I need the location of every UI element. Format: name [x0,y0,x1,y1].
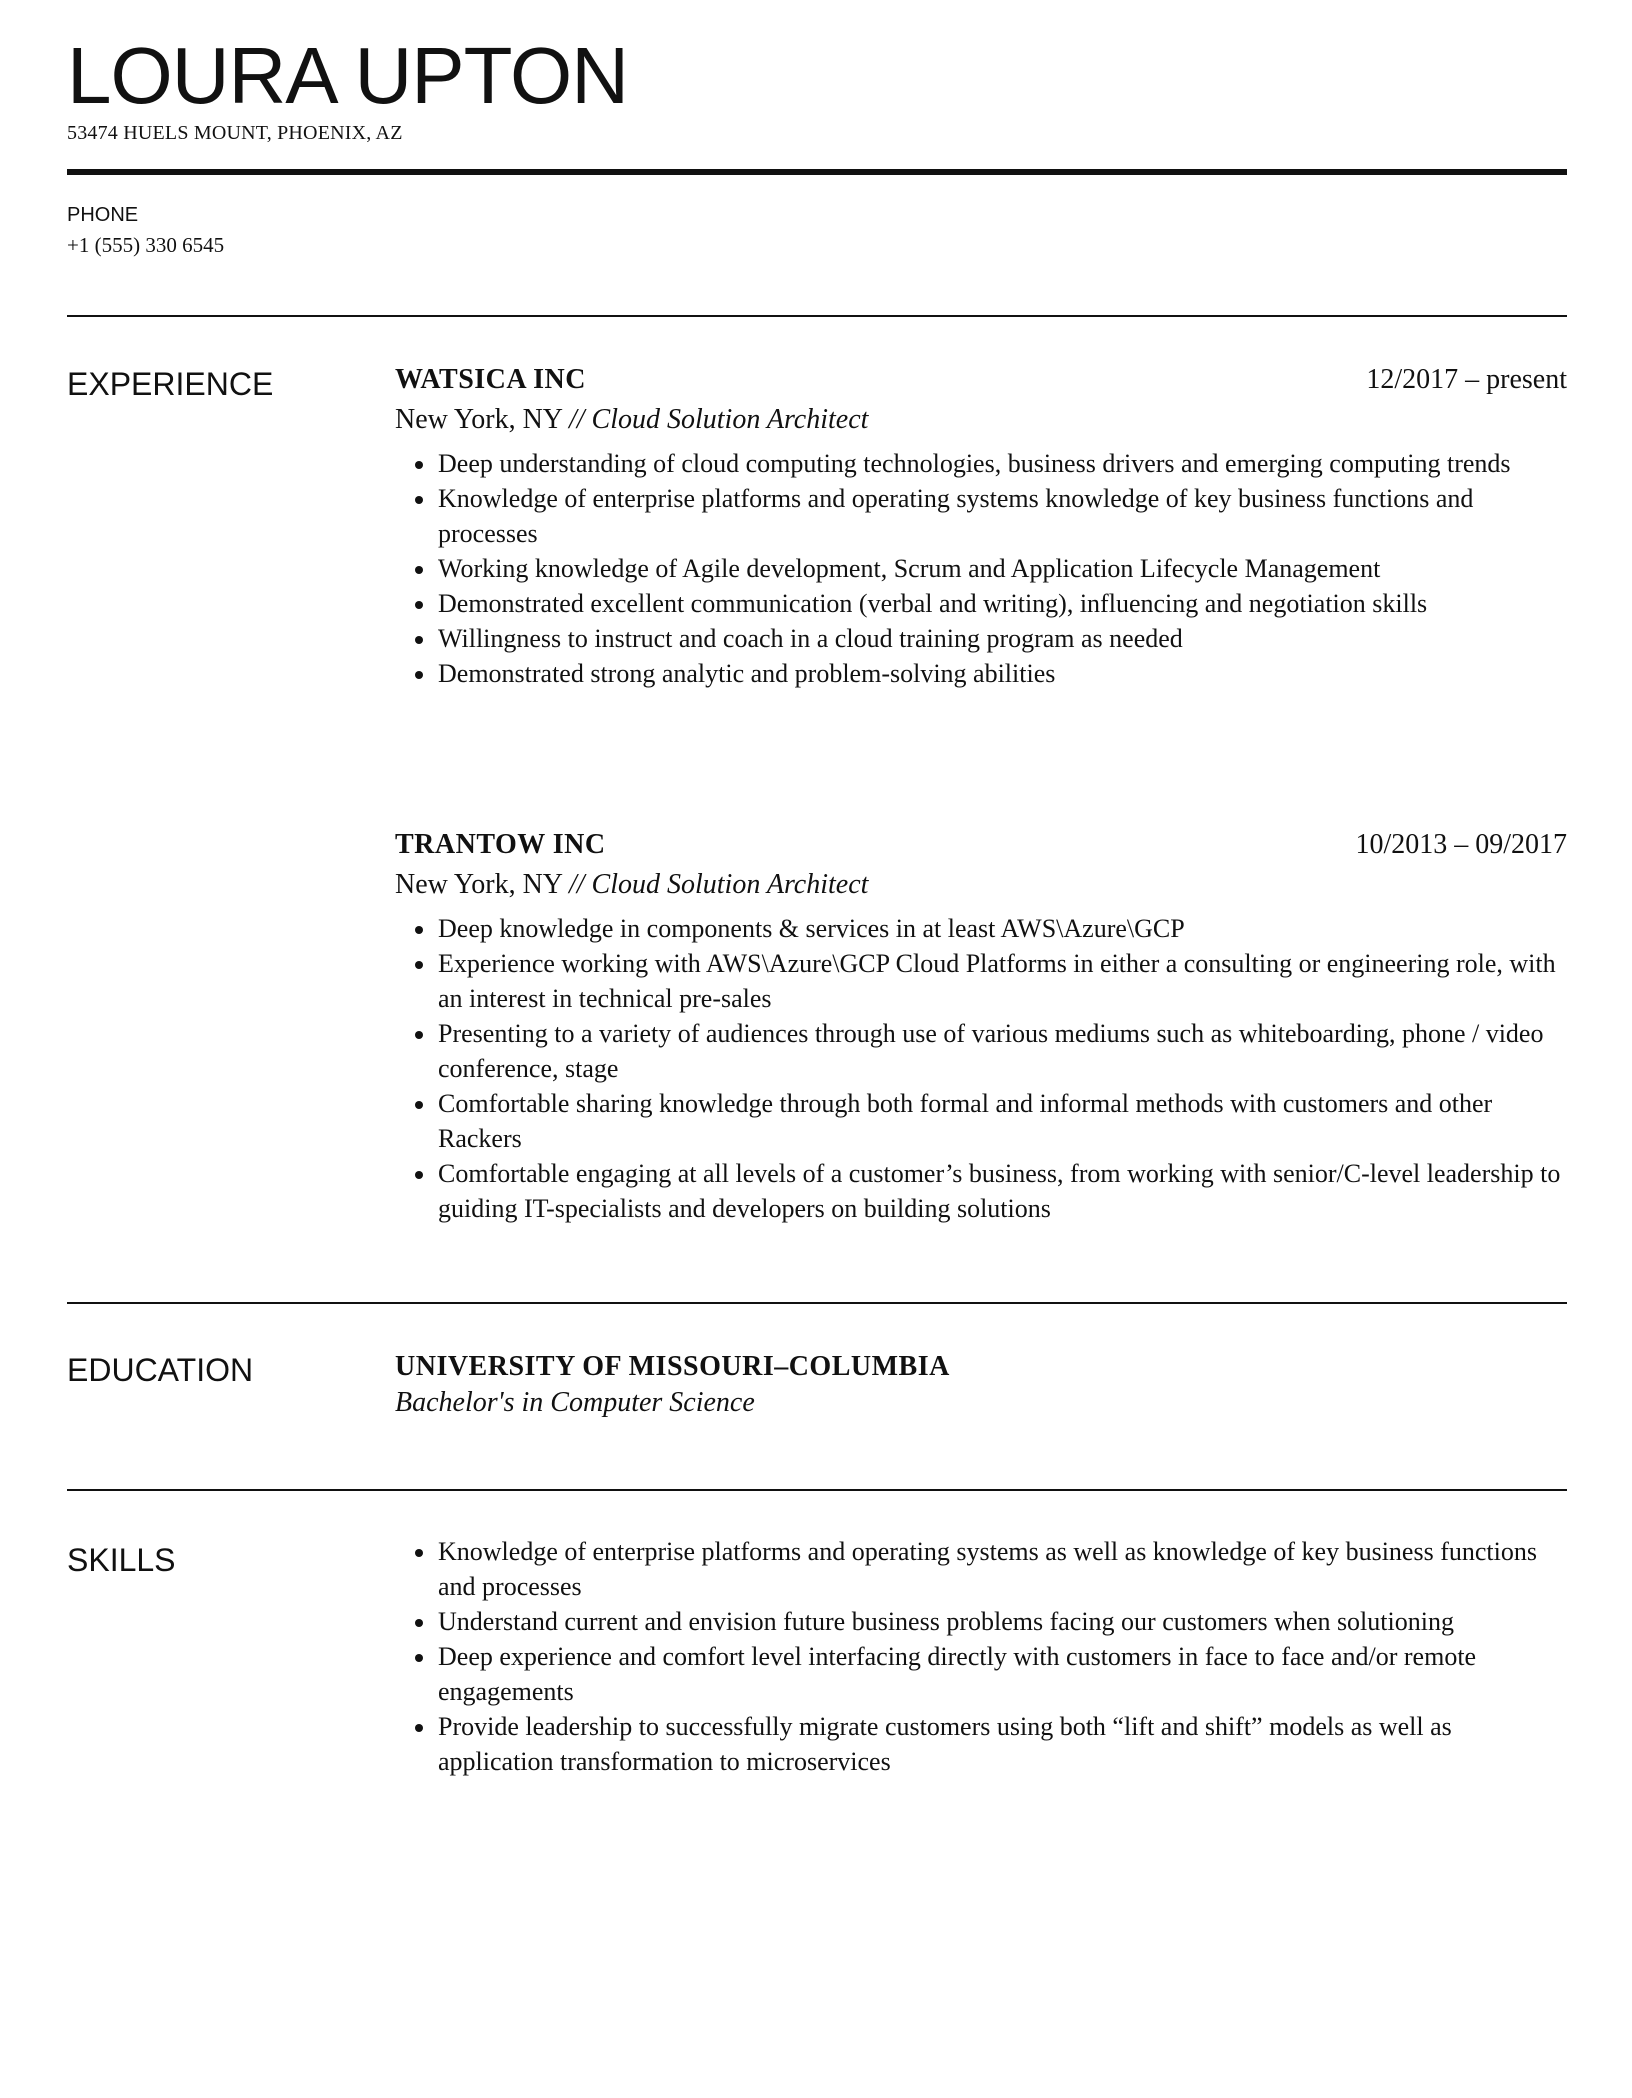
bullet-icon [415,636,423,644]
list-item: Deep experience and comfort level interfacing directly with customers in face to face and/or remote engagements [438,1639,1567,1709]
bullet-icon [415,1549,423,1557]
bullet-icon [415,1724,423,1732]
bullet-icon [415,1171,423,1179]
list-item: Understand current and envision future business problems facing our customers when solutioning [438,1604,1567,1639]
job-dates: 10/2013 – 09/2017 [1355,829,1567,860]
bullet-icon [415,601,423,609]
bullet-icon [415,671,423,679]
separator: // [568,869,585,900]
section-divider [67,1489,1567,1491]
list-item: Knowledge of enterprise platforms and operating systems knowledge of key business functions and processes [438,481,1567,551]
list-item: Comfortable engaging at all levels of a customer’s business, from working with senior/C-level leadership to guiding IT-specialists and developers on building solutions [438,1156,1567,1226]
bullet-icon [415,1654,423,1662]
bullet-icon [415,1031,423,1039]
bullet-icon [415,496,423,504]
list-item: Demonstrated excellent communication (verbal and writing), influencing and negotiation skills [438,586,1567,621]
bullet-icon [415,1101,423,1109]
list-item: Provide leadership to successfully migrate customers using both “lift and shift” models as well as application transformation to microservices [438,1709,1567,1779]
skills-list [395,1534,1567,1779]
job-location: New York, NY [395,869,562,900]
experience-heading: EXPERIENCE [67,366,274,402]
separator: // [568,404,585,435]
header-divider [67,169,1567,175]
address: 53474 HUELS MOUNT, PHOENIX, AZ [67,122,403,144]
phone-number: +1 (555) 330 6545 [67,233,225,257]
skills-list-container [395,1534,1567,1779]
bullet-icon [415,961,423,969]
job-role: Cloud Solution Architect [591,869,869,900]
list-item: Willingness to instruct and coach in a cloud training program as needed [438,621,1567,656]
bullet-icon [415,926,423,934]
list-item: Experience working with AWS\Azure\GCP Cloud Platforms in either a consulting or engineering role, with an interest in technical pre-sales [438,946,1567,1016]
bullet-icon [415,566,423,574]
section-divider [67,315,1567,317]
section-divider [67,1302,1567,1304]
company-name: WATSICA INC [395,364,586,395]
skills-heading: SKILLS [67,1542,176,1578]
job-entry [395,364,1567,691]
list-item: Working knowledge of Agile development, Scrum and Application Lifecycle Management [438,551,1567,586]
bullet-icon [415,1619,423,1627]
list-item: Deep understanding of cloud computing technologies, business drivers and emerging computing trends [438,446,1567,481]
list-item: Presenting to a variety of audiences through use of various mediums such as whiteboarding, phone / video conference, stage [438,1016,1567,1086]
education-entry [395,1351,1567,1419]
education-heading: EDUCATION [67,1352,254,1388]
company-name: TRANTOW INC [395,829,606,860]
job-location: New York, NY [395,404,562,435]
job-bullets [395,446,1567,691]
list-item: Knowledge of enterprise platforms and operating systems as well as knowledge of key business functions and processes [438,1534,1567,1604]
job-bullets [395,911,1567,1226]
candidate-name: LOURA UPTON [67,31,628,120]
job-role: Cloud Solution Architect [591,404,869,435]
school-name: UNIVERSITY OF MISSOURI–COLUMBIA [395,1351,950,1382]
list-item: Deep knowledge in components & services in at least AWS\Azure\GCP [438,911,1567,946]
phone-label: PHONE [67,204,139,226]
job-dates: 12/2017 – present [1366,364,1567,395]
job-entry [395,829,1567,1226]
list-item: Demonstrated strong analytic and problem-solving abilities [438,656,1567,691]
bullet-icon [415,461,423,469]
list-item: Comfortable sharing knowledge through both formal and informal methods with customers and other Rackers [438,1086,1567,1156]
degree: Bachelor's in Computer Science [395,1387,755,1418]
